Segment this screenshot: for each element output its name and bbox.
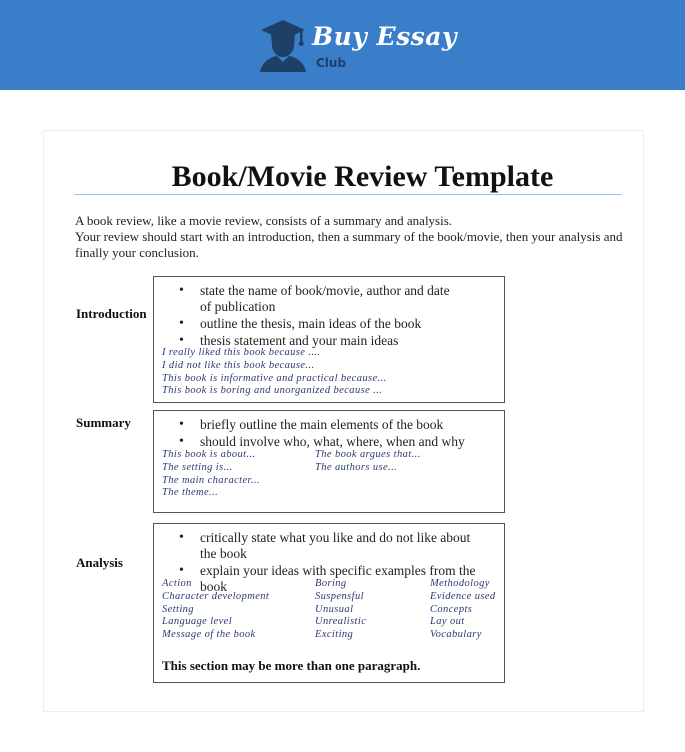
example-text: Suspensful (315, 590, 364, 602)
section-box-introduction (153, 276, 505, 403)
example-text: This book is boring and unorganized because ... (162, 385, 383, 397)
example-text: Action (162, 578, 192, 589)
example-text: Unusual (315, 603, 354, 615)
example-text: Message of the book (162, 629, 256, 641)
list-item: • state the name of book/movie, author and date of publication (154, 283, 504, 315)
example-text: Boring (315, 578, 347, 589)
intro-line-2: Your review should start with an introduction, then a summary of the book/movie, then your analysis and finally your conclusion. (75, 229, 623, 260)
brand-sub: Club (316, 56, 347, 70)
example-text: This book is about... (162, 449, 256, 460)
introduction-examples (162, 347, 387, 398)
example-text: The setting is... (162, 461, 233, 473)
example-text: Setting (162, 603, 194, 615)
summary-examples-col-2 (315, 449, 421, 475)
list-item: • explain your ideas with specific examples from the book (154, 563, 504, 595)
example-text: Evidence used (430, 590, 496, 602)
list-item: • critically state what you like and do not like about the book (154, 530, 504, 562)
section-box-summary (153, 410, 505, 513)
section-label-introduction: Introduction (76, 306, 147, 321)
brand-logo[interactable] (258, 18, 457, 74)
example-text: The theme... (162, 487, 219, 499)
example-text: The main character... (162, 474, 260, 486)
summary-bullets (154, 417, 504, 450)
analysis-col-2 (315, 578, 366, 642)
example-text: Lay out (430, 616, 465, 628)
title-divider (74, 194, 622, 195)
analysis-note: This section may be more than one paragraph. (162, 658, 421, 673)
example-text: Vocabulary (430, 629, 482, 641)
intro-line-1: A book review, like a movie review, consists of a summary and analysis. (75, 213, 453, 228)
list-item: • briefly outline the main elements of the book (154, 417, 504, 433)
list-item: • thesis statement and your main ideas (154, 333, 504, 349)
graduate-icon (258, 18, 308, 72)
example-text: This book is informative and practical because... (162, 372, 387, 384)
site-header (0, 0, 685, 90)
example-text: The authors use... (315, 461, 398, 473)
example-text: Methodology (430, 578, 490, 589)
introduction-bullets (154, 283, 504, 349)
summary-examples-col-1 (162, 449, 260, 500)
list-item: • outline the thesis, main ideas of the book (154, 316, 504, 332)
example-text: I did not like this book because... (162, 359, 315, 371)
example-text: Concepts (430, 603, 473, 615)
example-text: Language level (162, 616, 233, 628)
section-label-analysis: Analysis (76, 555, 123, 570)
example-text: I really liked this book because .... (162, 347, 321, 358)
example-text: Exciting (315, 629, 354, 641)
section-box-analysis (153, 523, 505, 683)
example-text: Character development (162, 590, 270, 602)
list-item: • should involve who, what, where, when and why (154, 434, 504, 450)
brand-name: Buy Essay (312, 22, 457, 51)
section-label-summary: Summary (76, 415, 131, 430)
document-title: Book/Movie Review Template (171, 160, 554, 193)
example-text: The book argues that... (315, 449, 421, 460)
analysis-col-1 (162, 578, 269, 642)
intro-paragraph (75, 213, 635, 261)
example-text: Unrealistic (315, 616, 367, 628)
analysis-col-3 (430, 578, 496, 642)
